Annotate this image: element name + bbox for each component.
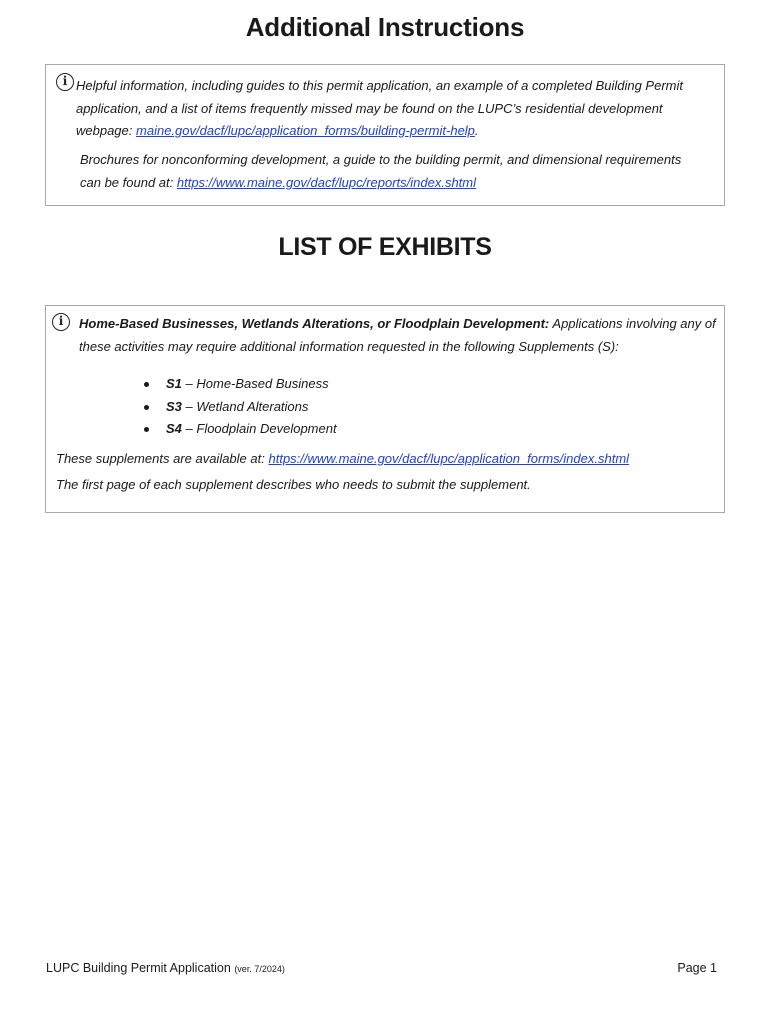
footer-doc-title: LUPC Building Permit Application xyxy=(46,961,231,975)
helpful-info-end: . xyxy=(474,123,479,138)
footer-version: (ver. 7/2024) xyxy=(234,964,285,974)
supplements-available-line xyxy=(56,448,716,471)
supplement-code: S4 xyxy=(166,421,182,436)
exhibits-intro-bold: Home-Based Businesses, Wetlands Alterations, or Floodplain Development: xyxy=(79,316,550,331)
footer-page-number: Page 1 xyxy=(677,961,717,975)
list-item: S1 – Home-Based Business xyxy=(144,373,337,396)
list-item: S4 – Floodplain Development xyxy=(144,418,337,441)
supplements-list xyxy=(144,373,337,441)
reports-link[interactable]: https://www.maine.gov/dacf/lupc/reports/index.shtml xyxy=(176,174,477,190)
supplement-code: S1 xyxy=(166,376,182,391)
building-permit-help-link[interactable]: maine.gov/dacf/lupc/application_forms/building-permit-help xyxy=(136,123,475,138)
brochures-paragraph xyxy=(80,149,700,194)
exhibits-intro-paragraph xyxy=(79,313,719,358)
supplements-available-text: These supplements are available at: xyxy=(56,451,265,466)
brochures-text: Brochures for nonconforming development, a guide to the building permit, and dimensional requirements can be found at: xyxy=(80,152,682,190)
exhibits-intro-text: Applications involving any of these activities may require additional information requested in the following Supplements (S): xyxy=(79,316,716,354)
list-item: S3 – Wetland Alterations xyxy=(144,396,337,419)
supplement-label: Home-Based Business xyxy=(196,376,329,391)
helpful-info-paragraph xyxy=(76,75,716,143)
info-icon: i xyxy=(56,73,74,91)
page-title-list-of-exhibits: LIST OF EXHIBITS xyxy=(278,233,492,261)
supplement-label: Floodplain Development xyxy=(196,421,337,436)
supplement-code: S3 xyxy=(166,398,182,414)
additional-instructions-box xyxy=(45,64,725,206)
page-title-additional-instructions: Additional Instructions xyxy=(245,12,525,42)
helpful-info-text: Helpful information, including guides to this permit application, an example of a completed Building Permit application, and a list of items frequently missed may be found on the LUPC’s residential development webpage: xyxy=(76,78,683,138)
first-page-line: The first page of each supplement describes who needs to submit the supplement. xyxy=(56,477,531,492)
supplement-label: Wetland Alterations xyxy=(196,398,309,414)
footer-doc-name xyxy=(46,961,285,975)
application-forms-link[interactable]: https://www.maine.gov/dacf/lupc/application_forms/index.shtml xyxy=(268,451,630,466)
info-icon: i xyxy=(52,313,70,331)
